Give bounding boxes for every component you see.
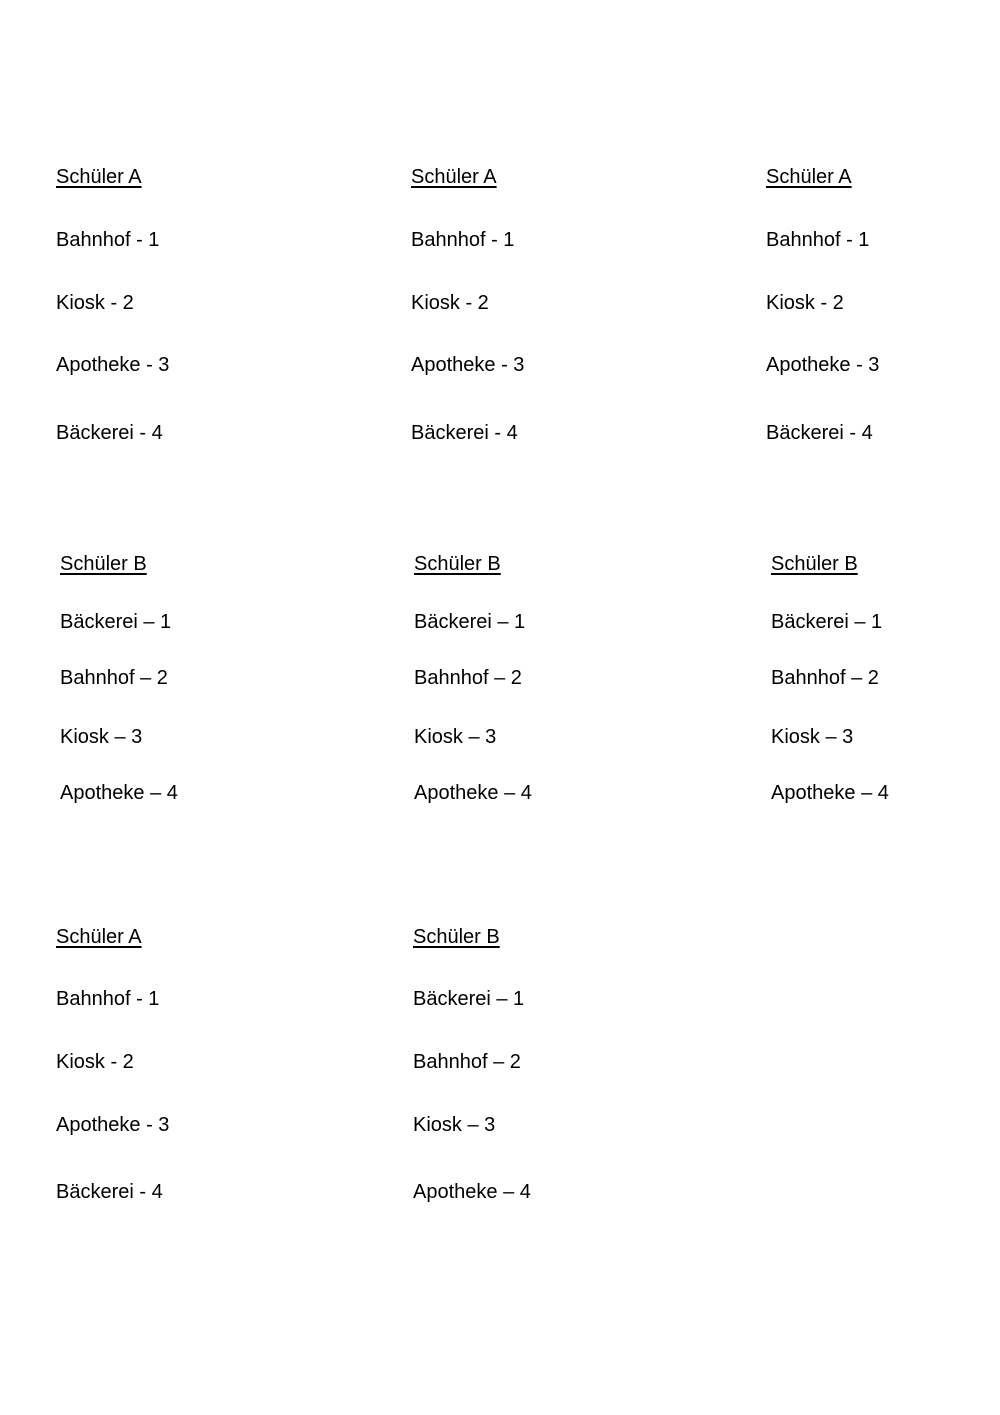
card-line: Kiosk – 3 <box>413 1114 496 1136</box>
card-line: Bäckerei - 4 <box>766 422 873 444</box>
card-line: Bahnhof - 1 <box>766 229 870 251</box>
card-line: Bäckerei – 1 <box>771 611 883 633</box>
card-line: Bahnhof - 1 <box>56 229 160 251</box>
card-line: Kiosk - 2 <box>766 292 844 314</box>
card-title: Schüler A <box>56 926 142 948</box>
card-line: Bäckerei - 4 <box>56 1181 163 1203</box>
card-line: Apotheke - 3 <box>56 354 170 376</box>
card-line: Bahnhof - 1 <box>411 229 515 251</box>
card-line: Kiosk – 3 <box>771 726 854 748</box>
card-line: Bahnhof – 2 <box>413 1051 521 1073</box>
card-title: Schüler B <box>414 553 501 575</box>
card-line: Apotheke – 4 <box>771 782 889 804</box>
card-title: Schüler A <box>766 166 852 188</box>
card-line: Kiosk – 3 <box>60 726 143 748</box>
card-line: Kiosk – 3 <box>414 726 497 748</box>
card-title: Schüler B <box>771 553 858 575</box>
card-line: Kiosk - 2 <box>56 1051 134 1073</box>
card-line: Bäckerei - 4 <box>411 422 518 444</box>
card-title: Schüler B <box>60 553 147 575</box>
card-line: Apotheke - 3 <box>766 354 880 376</box>
card-line: Apotheke - 3 <box>411 354 525 376</box>
card-line: Bäckerei – 1 <box>413 988 525 1010</box>
card-title: Schüler B <box>413 926 500 948</box>
card-line: Kiosk - 2 <box>411 292 489 314</box>
card-line: Bahnhof - 1 <box>56 988 160 1010</box>
card-title: Schüler A <box>411 166 497 188</box>
card-line: Kiosk - 2 <box>56 292 134 314</box>
card-line: Bäckerei – 1 <box>414 611 526 633</box>
card-line: Bahnhof – 2 <box>414 667 522 689</box>
card-line: Apotheke - 3 <box>56 1114 170 1136</box>
card-line: Bäckerei - 4 <box>56 422 163 444</box>
card-line: Apotheke – 4 <box>60 782 178 804</box>
card-line: Bahnhof – 2 <box>60 667 168 689</box>
card-line: Apotheke – 4 <box>413 1181 531 1203</box>
card-title: Schüler A <box>56 166 142 188</box>
card-line: Bäckerei – 1 <box>60 611 172 633</box>
card-line: Apotheke – 4 <box>414 782 532 804</box>
card-line: Bahnhof – 2 <box>771 667 879 689</box>
